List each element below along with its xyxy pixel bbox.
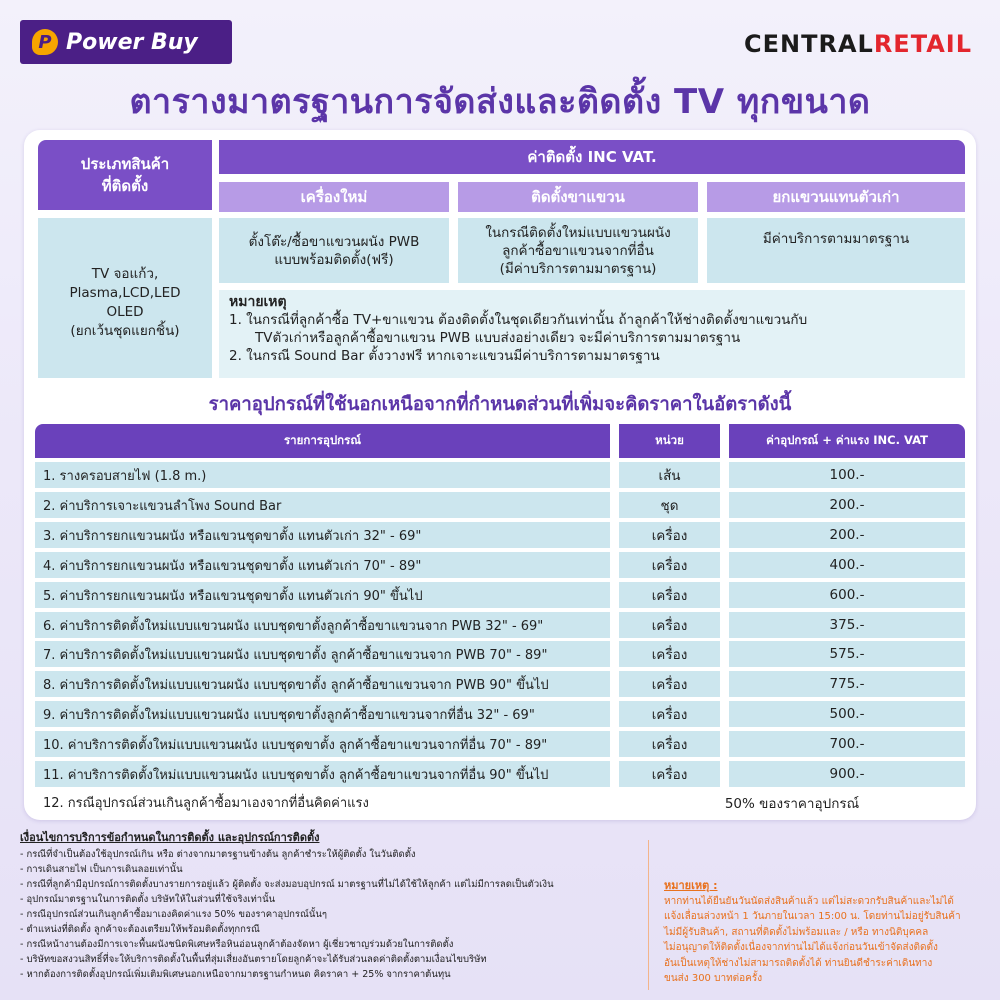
desc-bracket-line: (มีค่าบริการตามมาตรฐาน)	[499, 260, 657, 277]
install-note-line: 2. ในกรณี Sound Bar ตั้งวางฟรี หากเจาะแขวนมีค่าบริการตามมาตรฐาน	[229, 348, 660, 364]
central-retail-logo	[744, 30, 972, 58]
remark-line: แจ้งเลื่อนล่วงหน้า 1 วันภายในเวลา 15:00 น. โดยท่านไม่อยู่รับสินค้า	[664, 911, 961, 922]
condition-line: - บริษัทขอสงวนสิทธิ์ที่จะให้บริการติดตั้งในพื้นที่สุ่มเสี่ยงอันตรายโดยลูกค้าจะได้รับส่วนลดค่าติดตั้งตามเงื่อนไขบริษัท	[20, 954, 487, 965]
desc-new-cell	[219, 218, 449, 283]
condition-line: - หากต้องการติดตั้งอุปกรณ์เพิ่มเติมพิเศษนอกเหนือจากมาตรฐานกำหนด คิดราคา + 25% จากราคาต้นทุน	[20, 969, 451, 980]
equipment-row-price: 900.-	[729, 761, 965, 787]
equipment-row-item: 11. ค่าบริการติดตั้งใหม่แบบแขวนผนัง แบบชุดขาตั้ง ลูกค้าซื้อขาแขวนจากที่อื่น 90" ขึ้นไป	[35, 761, 610, 787]
equipment-row-item: 9. ค่าบริการติดตั้งใหม่แบบแขวนผนัง แบบชุดขาตั้งลูกค้าซื้อขาแขวนจากที่อื่น 32" - 69"	[35, 701, 610, 727]
install-note	[219, 290, 965, 378]
equipment-row-price: 500.-	[729, 701, 965, 727]
desc-replace-text: มีค่าบริการตามมาตรฐาน	[762, 230, 910, 247]
tv-type-cell	[38, 218, 212, 378]
remark-title: หมายเหตุ :	[664, 879, 718, 892]
desc-bracket-line: ในกรณีติดตั้งใหม่แบบแขวนผนัง	[485, 224, 671, 241]
powerbuy-mark-icon: P	[32, 29, 58, 55]
equipment-row-price: 100.-	[729, 462, 965, 488]
sub-header-new: เครื่องใหม่	[219, 182, 449, 212]
powerbuy-logo	[20, 20, 232, 64]
sub-header-replace: ยกแขวนแทนตัวเก่า	[707, 182, 965, 212]
tv-type-line: Plasma,LCD,LED	[69, 285, 181, 301]
equipment-row-unit: เส้น	[619, 462, 720, 488]
install-price-header: ค่าติดตั้ง INC VAT.	[219, 140, 965, 174]
condition-line: - การเดินสายไฟ เป็นการเดินลอยเท่านั้น	[20, 864, 183, 875]
sub-header-bracket: ติดตั้งขาแขวน	[458, 182, 698, 212]
equipment-row-unit: เครื่อง	[619, 701, 720, 727]
remark-line: ขนส่ง 300 บาทต่อครั้ง	[664, 973, 763, 984]
product-type-header-line-2: ที่ติดตั้ง	[101, 177, 149, 195]
condition-line: - กรณีที่จำเป็นต้องใช้อุปกรณ์เกิน หรือ ต่างจากมาตรฐานข้างต้น ลูกค้าชำระให้ผู้ติดตั้ง ในวันติดตั้ง	[20, 849, 416, 860]
equipment-row-price: 700.-	[729, 731, 965, 757]
desc-new-line: ตั้งโต๊ะ/ซื้อขาแขวนผนัง PWB	[248, 233, 420, 250]
product-type-header	[38, 140, 212, 210]
condition-line: - กรณีอุปกรณ์ส่วนเกินลูกค้าซื้อมาเองคิดค่าแรง 50% ของราคาอุปกรณ์นั้นๆ	[20, 909, 327, 920]
install-note-line: 1. ในกรณีที่ลูกค้าซื้อ TV+ขาแขวน ต้องติดตั้งในชุดเดียวกันเท่านั้น ถ้าลูกค้าให้ช่างติดตั้งขาแขวนกับ	[229, 312, 808, 328]
central-retail-logo-part-1: CENTRAL	[744, 30, 874, 58]
equipment-row-unit: ชุด	[619, 492, 720, 518]
tv-type-line: TV จอแก้ว,	[91, 266, 159, 282]
equipment-row-item: 7. ค่าบริการติดตั้งใหม่แบบแขวนผนัง แบบชุดขาตั้ง ลูกค้าซื้อขาแขวนจาก PWB 70" - 89"	[35, 641, 610, 667]
remark-block	[664, 878, 984, 987]
tv-type-line: OLED	[106, 304, 144, 320]
central-retail-logo-part-2: RETAIL	[873, 30, 972, 58]
equipment-row-unit: เครื่อง	[619, 582, 720, 608]
install-note-line: TVตัวเก่าหรือลูกค้าซื้อขาแขวน PWB แบบส่งอย่างเดียว จะมีค่าบริการตามมาตรฐาน	[255, 330, 741, 346]
condition-line: - ตำแหน่งที่ติดตั้ง ลูกค้าจะต้องเตรียมให้พร้อมติดตั้งทุกกรณี	[20, 924, 260, 935]
equipment-last-row-item: 12. กรณีอุปกรณ์ส่วนเกินลูกค้าซื้อมาเองจากที่อื่นคิดค่าแรง	[35, 790, 610, 815]
product-type-header-line-1: ประเภทสินค้า	[80, 155, 170, 173]
equipment-row-unit: เครื่อง	[619, 552, 720, 578]
equipment-row-unit: เครื่อง	[619, 731, 720, 757]
equipment-row-item: 4. ค่าบริการยกแขวนผนัง หรือแขวนชุดขาตั้ง แทนตัวเก่า 70" - 89"	[35, 552, 610, 578]
equipment-row-price: 600.-	[729, 582, 965, 608]
equipment-row-unit: เครื่อง	[619, 612, 720, 638]
desc-replace-cell	[707, 218, 965, 283]
tv-type-line: (ยกเว้นชุดแยกชิ้น)	[70, 323, 180, 339]
condition-line: - อุปกรณ์มาตรฐานในการติดตั้ง บริษัทให้ในส่วนที่ใช้จริงเท่านั้น	[20, 894, 276, 905]
desc-bracket-cell	[458, 218, 698, 283]
equipment-row-price: 400.-	[729, 552, 965, 578]
remark-line: อันเป็นเหตุให้ช่างไม่สามารถติดตั้งได้ ท่านยินดีชำระค่าเดินทาง	[664, 957, 933, 969]
equipment-row-item: 5. ค่าบริการยกแขวนผนัง หรือแขวนชุดขาตั้ง แทนตัวเก่า 90" ขึ้นไป	[35, 582, 610, 608]
page-title: ตารางมาตรฐานการจัดส่งและติดตั้ง TV ทุกขนาด	[129, 82, 871, 122]
section-divider	[648, 840, 649, 990]
conditions-title: เงื่อนไขการบริการข้อกำหนดในการติดตั้ง และอุปกรณ์การติดตั้ง	[20, 831, 320, 844]
equipment-row-unit: เครื่อง	[619, 641, 720, 667]
conditions-block	[20, 830, 640, 982]
remark-line: ไม่อนุญาตให้ติดตั้งเนื่องจากท่านไม่ได้แจ้งก่อนวันเข้าจัดส่งติดตั้ง	[664, 942, 938, 953]
equipment-row-unit: เครื่อง	[619, 522, 720, 548]
equipment-row-price: 775.-	[729, 671, 965, 697]
equipment-header-item: รายการอุปกรณ์	[35, 424, 610, 458]
equipment-row-price: 575.-	[729, 641, 965, 667]
equipment-header-unit: หน่วย	[619, 424, 720, 458]
equipment-row-item: 10. ค่าบริการติดตั้งใหม่แบบแขวนผนัง แบบชุดขาตั้ง ลูกค้าซื้อขาแขวนจากที่อื่น 70" - 89"	[35, 731, 610, 757]
equipment-row-item: 1. รางครอบสายไฟ (1.8 m.)	[35, 462, 610, 488]
equipment-row-price: 200.-	[729, 492, 965, 518]
equipment-row-price: 375.-	[729, 612, 965, 638]
equipment-header-price: ค่าอุปกรณ์ + ค่าแรง INC. VAT	[729, 424, 965, 458]
equipment-row-price: 200.-	[729, 522, 965, 548]
equipment-row-item: 2. ค่าบริการเจาะแขวนลำโพง Sound Bar	[35, 492, 610, 518]
equipment-row-unit: เครื่อง	[619, 671, 720, 697]
desc-new-line: แบบพร้อมติดตั้ง(ฟรี)	[274, 251, 394, 268]
equipment-subtitle: ราคาอุปกรณ์ที่ใช้นอกเหนือจากที่กำหนดส่วนที่เพิ่มจะคิดราคาในอัตราดังนี้	[208, 394, 792, 415]
equipment-last-row-price: 50% ของราคาอุปกรณ์	[619, 790, 965, 815]
desc-bracket-line: ลูกค้าซื้อขาแขวนจากที่อื่น	[502, 242, 654, 259]
remark-line: หากท่านได้ยืนยันวันนัดส่งสินค้าแล้ว แต่ไม่สะดวกรับสินค้าและไม่ได้	[664, 895, 954, 907]
condition-line: - กรณีที่ลูกค้ามีอุปกรณ์การติดตั้งบางรายการอยู่แล้ว ผู้ติดตั้ง จะส่งมอบอุปกรณ์ มาตรฐานที่ไม่ได้ใช้ให้ลูกค้า แต่ไม่มีการลดเป็นตัวเงิน	[20, 879, 554, 890]
equipment-row-unit: เครื่อง	[619, 761, 720, 787]
install-note-title: หมายเหตุ	[229, 294, 287, 310]
remark-line: ไม่มีผู้รับสินค้า, สถานที่ติดตั้งไม่พร้อมและ / หรือ ทางนิติบุคคล	[664, 926, 929, 938]
condition-line: - กรณีหน้างานต้องมีการเจาะพื้นผนังชนิดพิเศษหรือหินอ่อนลูกค้าต้องจัดหา ผู้เชี่ยวชาญร่วมด้วยในการติดตั้ง	[20, 939, 454, 950]
equipment-row-item: 6. ค่าบริการติดตั้งใหม่แบบแขวนผนัง แบบชุดขาตั้งลูกค้าซื้อขาแขวนจาก PWB 32" - 69"	[35, 612, 610, 638]
powerbuy-logo-text: Power Buy	[66, 29, 198, 55]
equipment-row-item: 8. ค่าบริการติดตั้งใหม่แบบแขวนผนัง แบบชุดขาตั้ง ลูกค้าซื้อขาแขวนจาก PWB 90" ขึ้นไป	[35, 671, 610, 697]
equipment-row-item: 3. ค่าบริการยกแขวนผนัง หรือแขวนชุดขาตั้ง แทนตัวเก่า 32" - 69"	[35, 522, 610, 548]
